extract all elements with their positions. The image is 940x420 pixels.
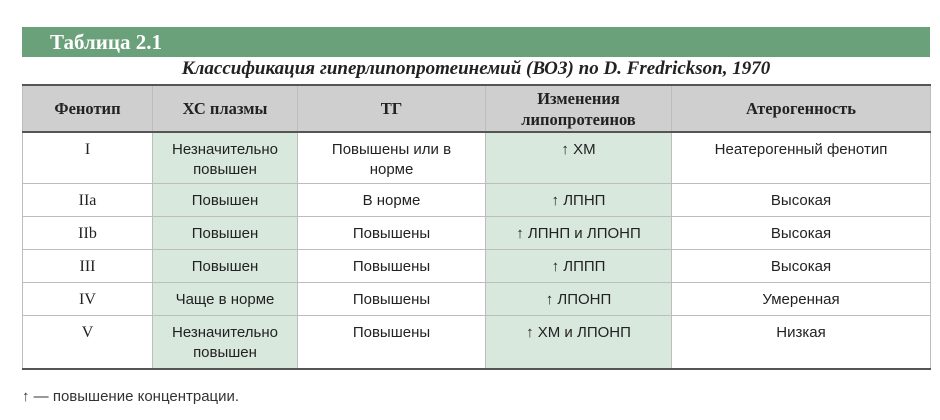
cell-triglycerides: В норме — [298, 184, 486, 217]
table-row — [23, 316, 931, 370]
table-row — [23, 184, 931, 217]
cell-lipoprotein-changes: ↑ ЛПНП и ЛПОНП — [486, 217, 672, 250]
cell-atherogenicity: Высокая — [672, 217, 931, 250]
cell-triglycerides: Повышены — [298, 283, 486, 316]
cell-cholesterol: Чаще в норме — [153, 283, 298, 316]
cell-cholesterol: Повышен — [153, 217, 298, 250]
cell-triglycerides: Повышены или в норме — [298, 132, 486, 184]
cell-cholesterol: Незначительно повышен — [153, 132, 298, 184]
cell-phenotype: V — [23, 316, 153, 370]
cell-triglycerides: Повышены — [298, 316, 486, 370]
table-row — [23, 217, 931, 250]
cell-phenotype: IV — [23, 283, 153, 316]
cell-lipoprotein-changes: ↑ ХМ — [486, 132, 672, 184]
cell-atherogenicity: Умеренная — [672, 283, 931, 316]
table-subtitle: Классификация гиперлипопротеинемий (ВОЗ) по D. Fredrickson, 1970 — [181, 58, 771, 79]
cell-phenotype: III — [23, 250, 153, 283]
header-phenotype: Фенотип — [23, 85, 153, 132]
header-row — [23, 85, 931, 132]
cell-triglycerides: Повышены — [298, 250, 486, 283]
cell-lipoprotein-changes: ↑ ЛППП — [486, 250, 672, 283]
table-title-bar — [22, 27, 930, 57]
table-row — [23, 250, 931, 283]
cell-phenotype: IIa — [23, 184, 153, 217]
cell-triglycerides: Повышены — [298, 217, 486, 250]
cell-phenotype: I — [23, 132, 153, 184]
table-row — [23, 132, 931, 184]
cell-cholesterol: Повышен — [153, 184, 298, 217]
cell-lipoprotein-changes: ↑ ЛПНП — [486, 184, 672, 217]
cell-lipoprotein-changes: ↑ ХМ и ЛПОНП — [486, 316, 672, 370]
cell-lipoprotein-changes: ↑ ЛПОНП — [486, 283, 672, 316]
header-cholesterol: ХС плазмы — [153, 85, 298, 132]
header-triglycerides: ТГ — [298, 85, 486, 132]
header-lipoprotein-changes: Изменения липопротеинов — [486, 85, 672, 132]
cell-atherogenicity: Высокая — [672, 250, 931, 283]
table-footnote: ↑ — повышение концентрации. — [22, 388, 240, 405]
table-label: Таблица 2.1 — [50, 30, 162, 54]
classification-table — [22, 84, 931, 370]
cell-atherogenicity: Неатерогенный фенотип — [672, 132, 931, 184]
cell-atherogenicity: Высокая — [672, 184, 931, 217]
cell-cholesterol: Повышен — [153, 250, 298, 283]
cell-atherogenicity: Низкая — [672, 316, 931, 370]
cell-cholesterol: Незначительно повышен — [153, 316, 298, 370]
header-atherogenicity: Атерогенность — [672, 85, 931, 132]
cell-phenotype: IIb — [23, 217, 153, 250]
table-row — [23, 283, 931, 316]
